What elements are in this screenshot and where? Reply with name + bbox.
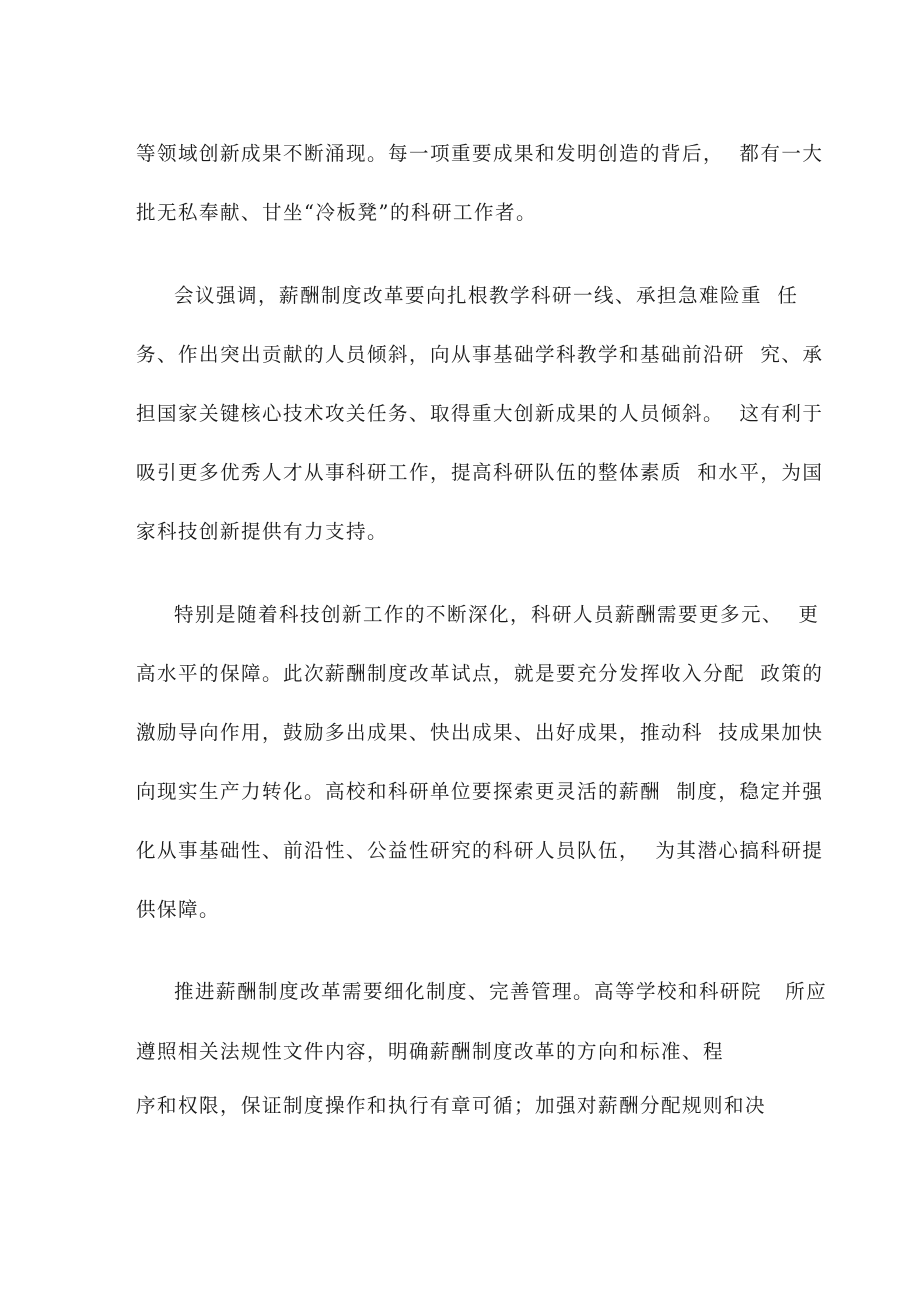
paragraph-3-line-5: 化从事基础性、前沿性、公益性研究的科研人员队伍， 为其潜心搞科研提 (136, 839, 824, 862)
paragraph-2-line-3: 担国家关键核心技术攻关任务、取得重大创新成果的人员倾斜。 这有利于 (136, 402, 824, 425)
paragraph-2-line-1: 会议强调，薪酬制度改革要向扎根教学科研一线、承担急难险重 任 (174, 284, 799, 307)
paragraph-3-line-1: 特别是随着科技创新工作的不断深化，科研人员薪酬需要更多元、 更 (174, 603, 820, 626)
paragraph-2-line-5: 家科技创新提供有力支持。 (136, 520, 389, 543)
paragraph-3-line-6: 供保障。 (136, 898, 221, 921)
paragraph-4-line-3: 序和权限，保证制度操作和执行有章可循；加强对薪酬分配规则和决 (136, 1094, 767, 1117)
paragraph-3-line-3: 激励导向作用，鼓励多出成果、快出成果、出好成果，推动科 技成果加快 (136, 721, 824, 744)
paragraph-3-line-4: 向现实生产力转化。高校和科研单位要探索更灵活的薪酬 制度，稳定并强 (136, 780, 824, 803)
paragraph-3-line-2: 高水平的保障。此次薪酬制度改革试点，就是要充分发挥收入分配 政策的 (136, 662, 824, 685)
paragraph-4-line-2: 遵照相关法规性文件内容，明确薪酬制度改革的方向和标准、程 (136, 1040, 725, 1063)
paragraph-1-line-2: 批无私奉献、甘坐“冷板凳”的科研工作者。 (136, 201, 537, 224)
paragraph-4-line-1: 推进薪酬制度改革需要细化制度、完善管理。高等学校和科研院 所应 (174, 980, 828, 1003)
paragraph-2-line-4: 吸引更多优秀人才从事科研工作，提高科研队伍的整体素质 和水平，为国 (136, 461, 824, 484)
paragraph-2-line-2: 务、作出突出贡献的人员倾斜，向从事基础学科教学和基础前沿研 究、承 (136, 343, 824, 366)
paragraph-1-line-1: 等领域创新成果不断涌现。每一项重要成果和发明创造的背后， 都有一大 (136, 142, 824, 165)
